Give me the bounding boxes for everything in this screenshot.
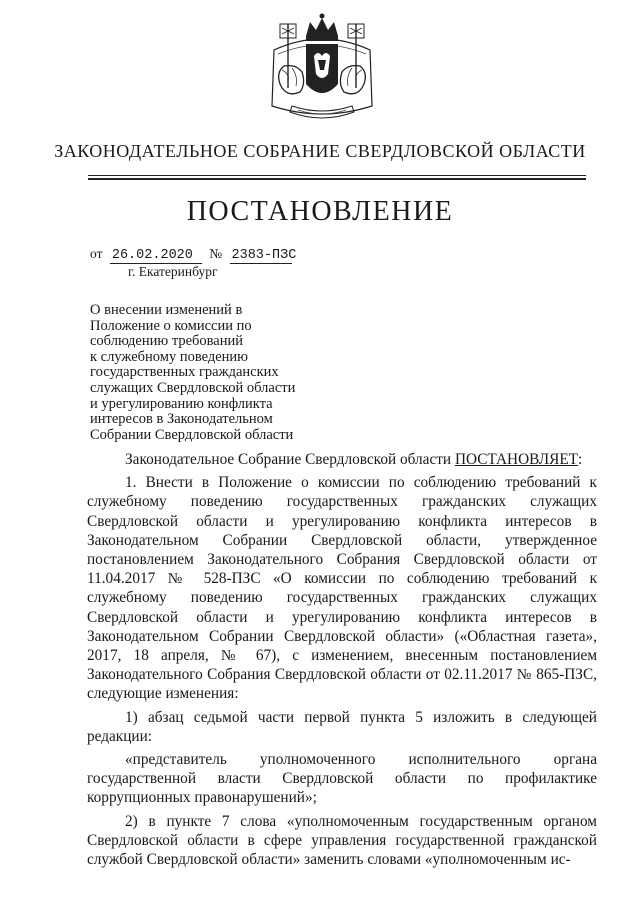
coat-of-arms-emblem bbox=[262, 10, 382, 128]
intro-paragraph bbox=[87, 450, 597, 469]
subject-line: к служебному поведению bbox=[90, 348, 249, 365]
document-meta-line bbox=[90, 246, 297, 264]
resolves-keyword: ПОСТАНОВЛЯЕТ bbox=[454, 451, 579, 468]
organization-title: ЗАКОНОДАТЕЛЬНОЕ СОБРАНИЕ СВЕРДЛОВСКОЙ ОБЛАСТИ bbox=[54, 141, 586, 161]
body-paragraph: «представитель уполномоченного исполнительного органа государственной власти Свердловской области по профилактике коррупционных правонарушений»; bbox=[87, 751, 597, 807]
header-rule-thick bbox=[88, 178, 586, 180]
intro-text: Законодательное Собрание Свердловской области bbox=[125, 451, 455, 468]
number-prefix: № bbox=[209, 246, 223, 261]
subject-line: и урегулированию конфликта bbox=[90, 395, 273, 412]
body-paragraph: 1. Внести в Положение о комиссии по соблюдению требований к служебному поведению государственных гражданских служащих Свердловской области и урегулированию конфликта интересов в Законодательном Собрании Свердловской области, утвержденное постановлением Законодательного Собрания Свердловской области от 11.04.2017 № 528-ПЗС «О комиссии по соблюдению требований к служебному поведению государственных гражданских служащих Свердловской области и урегулированию конфликта интересов в Законодательном Собрании Свердловской области» («Областная газета», 2017, 18 апреля, № 67), с изменением, внесенным постановлением Законодательного Собрания Свердловской области от 02.11.2017 № 865-ПЗС, следующие изменения: bbox=[87, 474, 597, 703]
subject-line: государственных гражданских bbox=[90, 364, 279, 381]
document-number: 2383-ПЗС bbox=[231, 248, 297, 263]
subject-line: О внесении изменений в bbox=[90, 302, 243, 318]
document-type-heading: ПОСТАНОВЛЕНИЕ bbox=[186, 196, 454, 227]
header-rule-thin bbox=[88, 175, 586, 176]
subject-line: соблюдению требований bbox=[90, 333, 244, 350]
date-prefix: от bbox=[90, 246, 103, 261]
subject-line: интересов в Законодательном bbox=[90, 411, 273, 428]
body-paragraph: 2) в пункте 7 слова «уполномоченным государственным органом Свердловской области в сфере управления государственной гражданской службой Свердловской области» заменить словами «уполномоченным ис- bbox=[87, 812, 597, 869]
intro-colon: : bbox=[578, 451, 583, 468]
document-body bbox=[87, 450, 597, 873]
subject-line: Положение о комиссии по bbox=[90, 317, 252, 334]
subject-line: служащих Свердловской области bbox=[90, 379, 296, 396]
document-subject bbox=[90, 303, 330, 443]
document-city: г. Екатеринбург bbox=[128, 264, 218, 279]
document-date: 26.02.2020 bbox=[110, 249, 202, 264]
body-paragraph: 1) абзац седьмой части первой пункта 5 изложить в следующей редакции: bbox=[87, 708, 597, 745]
subject-line: Собрании Свердловской области bbox=[90, 426, 294, 443]
